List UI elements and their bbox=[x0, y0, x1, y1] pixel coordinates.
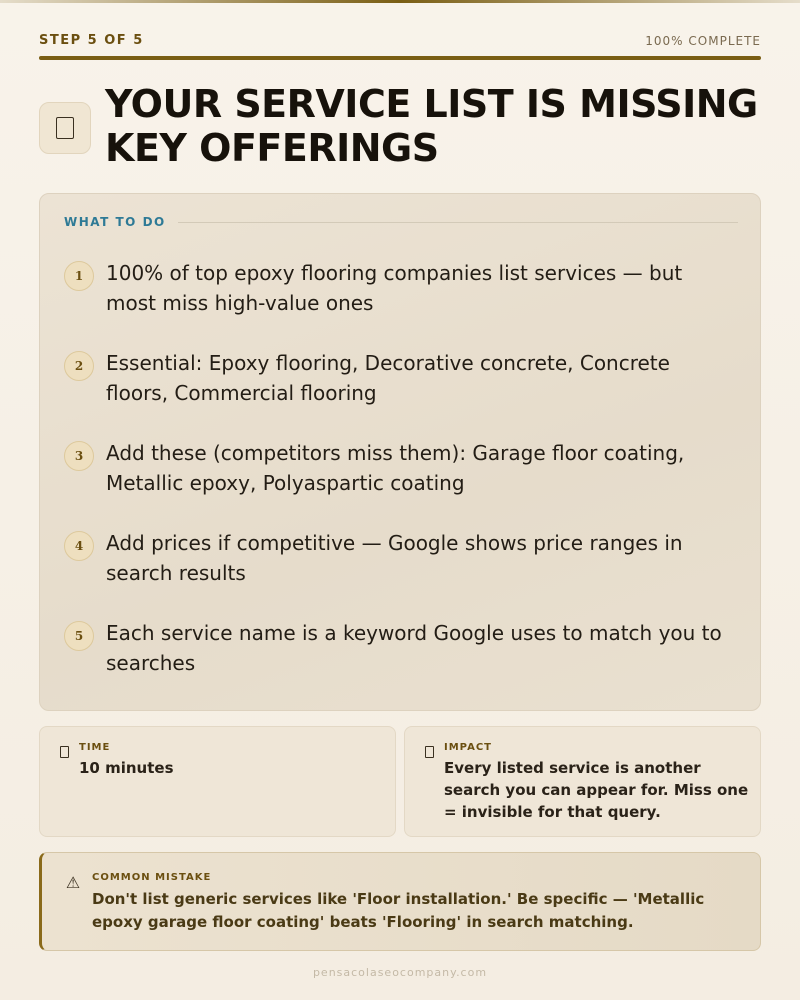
common-mistake-callout bbox=[39, 852, 761, 951]
list-icon bbox=[56, 117, 74, 139]
step-number-badge: 1 bbox=[64, 261, 94, 291]
clock-icon bbox=[60, 746, 69, 758]
progress-bar-fill bbox=[39, 56, 761, 60]
header-icon-box bbox=[39, 102, 91, 154]
time-label: TIME bbox=[79, 742, 111, 753]
step-text: 100% of top epoxy flooring companies list services — but most miss high-value ones bbox=[106, 261, 683, 315]
step-item bbox=[64, 618, 738, 708]
step-item bbox=[64, 528, 738, 618]
footer-domain: pensacolaseocompany.com bbox=[312, 966, 488, 979]
completion-percent: 100% COMPLETE bbox=[645, 33, 761, 48]
chart-icon bbox=[425, 746, 434, 758]
top-accent-line bbox=[0, 0, 800, 3]
step-text: Essential: Epoxy flooring, Decorative concrete, Concrete floors, Commercial flooring bbox=[106, 351, 670, 405]
step-text: Each service name is a keyword Google uses to match you to searches bbox=[106, 621, 722, 675]
what-to-do-header bbox=[64, 215, 738, 229]
step-item bbox=[64, 438, 738, 528]
progress-bar bbox=[39, 56, 761, 60]
step-number-badge: 2 bbox=[64, 351, 94, 381]
impact-value: Every listed service is another search you can appear for. Miss one = invisible for that query. bbox=[444, 759, 749, 821]
step-indicator: STEP 5 OF 5 bbox=[39, 33, 144, 48]
step-number-badge: 4 bbox=[64, 531, 94, 561]
progress-header bbox=[39, 33, 761, 48]
step-number-badge: 3 bbox=[64, 441, 94, 471]
what-to-do-label: WHAT TO DO bbox=[64, 215, 166, 229]
step-text: Add prices if competitive — Google shows price ranges in search results bbox=[106, 531, 683, 585]
step-item bbox=[64, 348, 738, 438]
divider bbox=[178, 222, 738, 223]
step-text: Add these (competitors miss them): Garage floor coating, Metallic epoxy, Polyaspartic coating bbox=[106, 441, 685, 495]
impact-card bbox=[404, 726, 761, 837]
mistake-label: COMMON MISTAKE bbox=[92, 872, 212, 883]
impact-label: IMPACT bbox=[444, 742, 492, 753]
time-card bbox=[39, 726, 396, 837]
what-to-do-card bbox=[39, 193, 761, 711]
page-title: YOUR SERVICE LIST IS MISSING KEY OFFERINGS bbox=[105, 82, 758, 170]
step-number-badge: 5 bbox=[64, 621, 94, 651]
step-item bbox=[64, 258, 738, 348]
mistake-text: Don't list generic services like 'Floor installation.' Be specific — 'Metallic epoxy garage floor coating' beats 'Flooring' in search matching. bbox=[92, 890, 705, 931]
warning-icon: ⚠ bbox=[65, 873, 81, 892]
time-value: 10 minutes bbox=[79, 759, 174, 777]
steps-list bbox=[64, 258, 738, 708]
